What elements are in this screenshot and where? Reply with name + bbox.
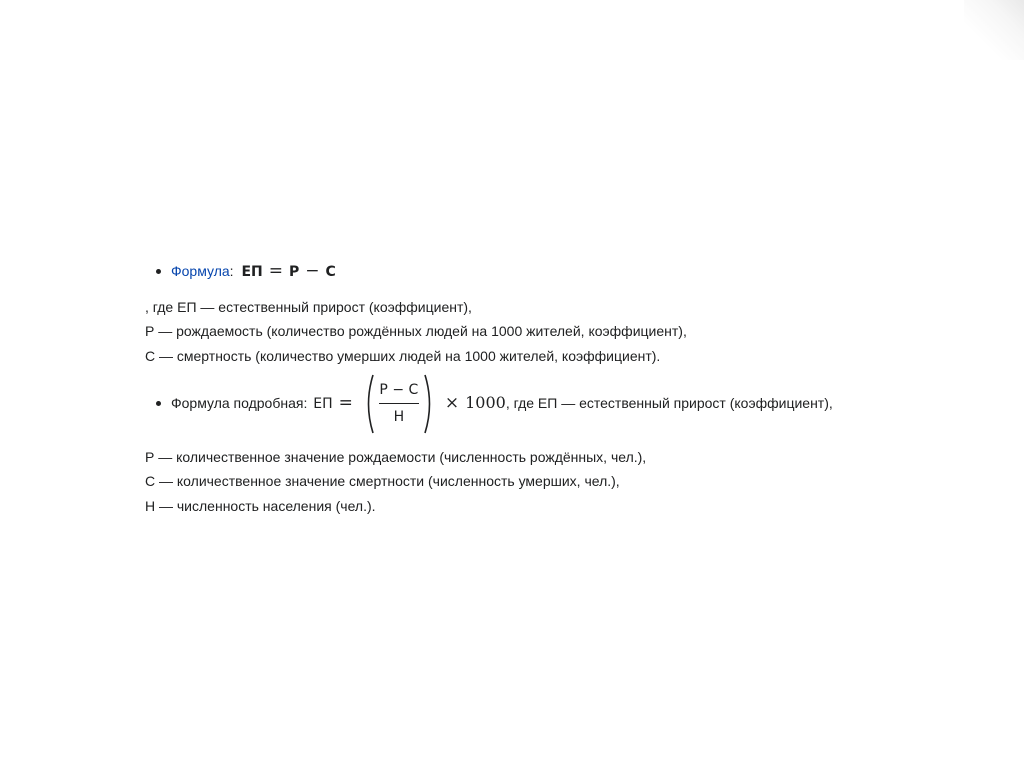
fraction-numerator [377, 380, 421, 400]
definition-line: , где ЕП — естественный прирост (коэффициент), [145, 299, 472, 315]
right-paren-icon [423, 374, 435, 434]
left-paren-icon [363, 374, 375, 434]
formula-simple-minus: − [305, 261, 320, 281]
definition-line: Н — численность населения (чел.). [145, 498, 376, 514]
page-corner-shadow [964, 0, 1024, 60]
bullet-dot-icon [156, 401, 161, 406]
formula-detailed-suffix: , где ЕП — естественный прирост (коэффициент), [505, 395, 833, 411]
formula-detailed [313, 382, 506, 425]
fraction-in-parens [363, 374, 435, 434]
bullet-dot-icon [156, 269, 161, 274]
formula-detailed-times: × [444, 393, 460, 413]
formula-detailed-factor: 1000 [465, 393, 506, 412]
definition-line: Р — рождаемость (количество рождённых людей на 1000 жителей, коэффициент), [145, 323, 687, 339]
fraction [377, 380, 421, 428]
numerator-b: С [408, 382, 419, 398]
definition-line: С — количественное значение смертности (численность умерших, чел.), [145, 473, 620, 489]
formula-link[interactable]: Формула [171, 263, 230, 279]
bullet-formula-detailed [145, 373, 833, 433]
formula-detailed-lhs: ЕП [313, 396, 333, 412]
formula-simple-lhs: ЕП [241, 264, 263, 280]
fraction-bar [379, 403, 419, 404]
bullet-formula-simple [145, 262, 336, 281]
formula-colon: : [229, 263, 234, 279]
formula-simple-eq: = [268, 261, 283, 281]
formula-simple-b: С [325, 264, 336, 280]
definition-line: Р — количественное значение рождаемости (численность рождённых, чел.), [145, 449, 647, 465]
formula-detailed-eq: = [338, 393, 353, 413]
definition-line: С — смертность (количество умерших людей на 1000 жителей, коэффициент). [145, 348, 661, 364]
formula-simple [241, 261, 336, 281]
numerator-a: Р [379, 382, 388, 398]
formula-simple-a: Р [288, 264, 300, 280]
numerator-minus: − [392, 382, 405, 398]
formula-detailed-label: Формула подробная: [171, 395, 308, 411]
fraction-denominator: Н [393, 409, 405, 425]
